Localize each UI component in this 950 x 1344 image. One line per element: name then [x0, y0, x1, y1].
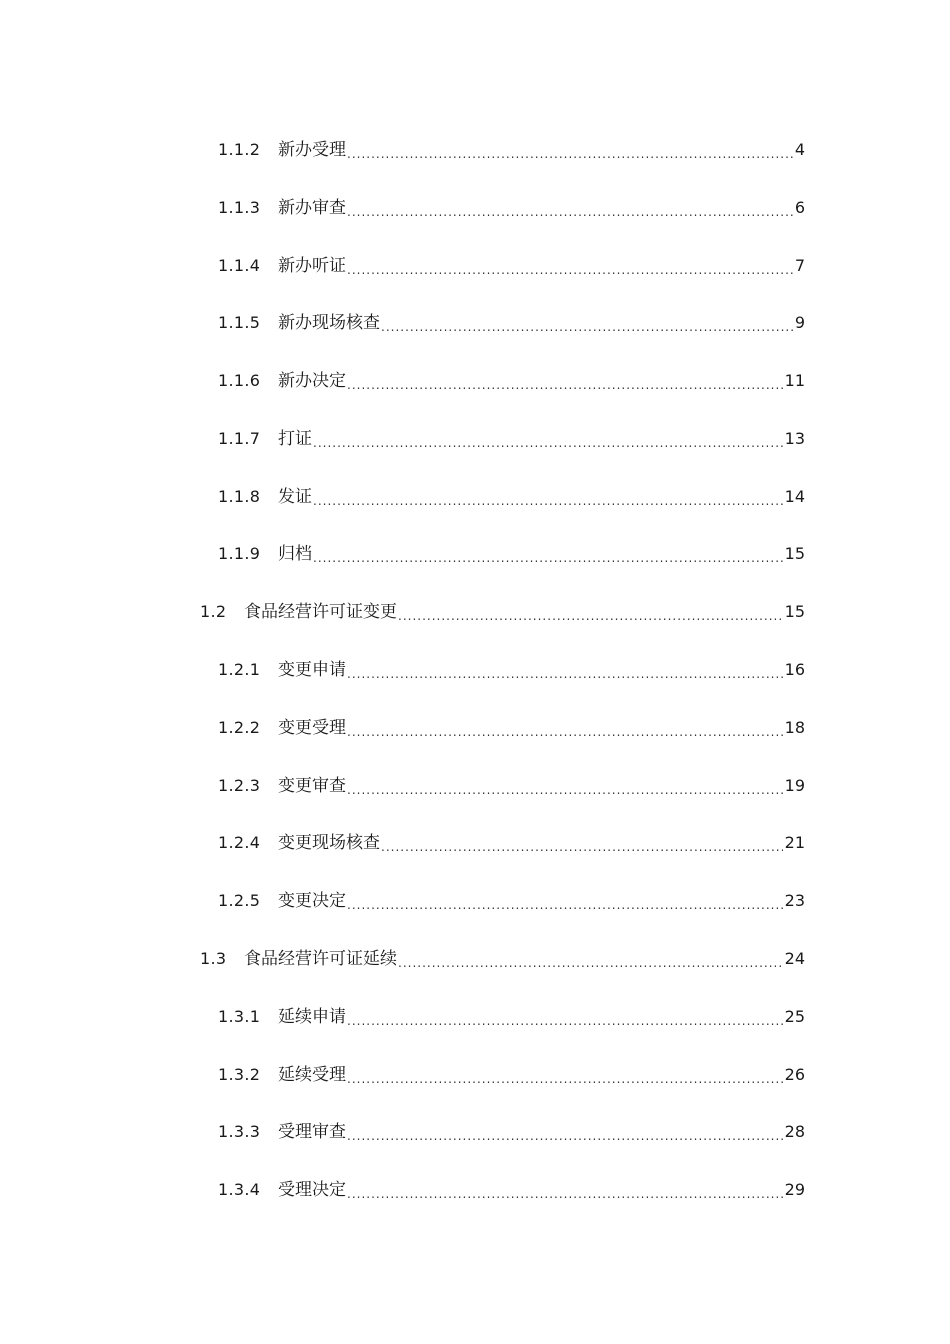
toc-entry[interactable] [218, 196, 805, 220]
toc-entry[interactable] [218, 1005, 805, 1029]
toc-entry[interactable] [218, 1120, 805, 1144]
toc-entry[interactable] [218, 889, 805, 913]
toc-dot-leader [347, 204, 793, 220]
toc-entry-number: 1.3.1 [218, 1007, 261, 1026]
toc-entry-number: 1.1.4 [218, 256, 261, 275]
toc-dot-leader [347, 1186, 783, 1202]
toc-dot-leader [313, 493, 783, 509]
toc-entry[interactable] [218, 427, 805, 451]
toc-entry-number: 1.3.3 [218, 1122, 261, 1141]
toc-entry-number: 1.1.9 [218, 544, 261, 563]
toc-entry-page: 11 [784, 371, 805, 390]
toc-entry-page: 18 [784, 718, 805, 737]
toc-entry-number: 1.2.4 [218, 833, 261, 852]
toc-entry[interactable] [218, 658, 805, 682]
toc-entry-page: 19 [784, 776, 805, 795]
toc-entry-page: 28 [784, 1122, 805, 1141]
toc-entry-title: 变更现场核查 [278, 833, 380, 853]
toc-entry-title: 食品经营许可证变更 [244, 602, 397, 622]
toc-dot-leader [381, 319, 793, 335]
toc-entry[interactable] [218, 1063, 805, 1087]
toc-entry-page: 9 [794, 313, 805, 332]
toc-entry-page: 29 [784, 1180, 805, 1199]
toc-entry[interactable] [218, 542, 805, 566]
toc-entry-number: 1.1.7 [218, 429, 261, 448]
toc-entry-title: 食品经营许可证延续 [244, 949, 397, 969]
toc-entry-number: 1.2.1 [218, 660, 261, 679]
toc-entry-title: 归档 [278, 544, 312, 564]
toc-entry[interactable] [218, 1178, 805, 1202]
toc-dot-leader [347, 782, 783, 798]
toc-dot-leader [347, 1071, 783, 1087]
toc-entry-title: 发证 [278, 487, 312, 507]
toc-dot-leader [347, 262, 793, 278]
toc-dot-leader [347, 724, 783, 740]
toc-entry-number: 1.3.4 [218, 1180, 261, 1199]
toc-entry-number: 1.1.2 [218, 140, 261, 159]
toc-dot-leader [347, 146, 793, 162]
toc-entry-page: 14 [784, 487, 805, 506]
toc-entry-number: 1.3.2 [218, 1065, 261, 1084]
toc-entry-page: 26 [784, 1065, 805, 1084]
toc-entry-title: 新办受理 [278, 140, 346, 160]
toc-entry-title: 新办审查 [278, 198, 346, 218]
toc-entry-page: 7 [794, 256, 805, 275]
toc-entry-title: 受理审查 [278, 1122, 346, 1142]
toc-dot-leader [381, 839, 783, 855]
toc-entry-number: 1.1.3 [218, 198, 261, 217]
toc-entry-title: 受理决定 [278, 1180, 346, 1200]
toc-entry-number: 1.2.2 [218, 718, 261, 737]
toc-entry-number: 1.2 [200, 602, 227, 621]
toc-entry[interactable] [218, 774, 805, 798]
toc-entry-page: 25 [784, 1007, 805, 1026]
toc-entry-page: 15 [784, 602, 805, 621]
toc-entry-page: 13 [784, 429, 805, 448]
toc-entry-title: 变更决定 [278, 891, 346, 911]
toc-entry-title: 变更审查 [278, 776, 346, 796]
toc-entry-title: 新办听证 [278, 256, 346, 276]
toc-dot-leader [347, 897, 783, 913]
toc-entry[interactable] [218, 831, 805, 855]
toc-entry-title: 延续受理 [278, 1065, 346, 1085]
toc-entry[interactable] [218, 311, 805, 335]
toc-entry[interactable] [200, 600, 805, 624]
toc-dot-leader [347, 1128, 783, 1144]
toc-entry-page: 21 [784, 833, 805, 852]
toc-entry-title: 新办决定 [278, 371, 346, 391]
toc-entry-page: 4 [794, 140, 805, 159]
toc-entry-number: 1.1.6 [218, 371, 261, 390]
toc-entry-number: 1.2.3 [218, 776, 261, 795]
toc-entry[interactable] [218, 485, 805, 509]
toc-entry-number: 1.2.5 [218, 891, 261, 910]
toc-dot-leader [347, 666, 783, 682]
toc-entry[interactable] [218, 138, 805, 162]
toc-entry-number: 1.3 [200, 949, 227, 968]
toc-entry[interactable] [218, 254, 805, 278]
toc-dot-leader [313, 435, 783, 451]
toc-entry-title: 延续申请 [278, 1007, 346, 1027]
toc-entry-title: 变更申请 [278, 660, 346, 680]
toc-entry-title: 新办现场核查 [278, 313, 380, 333]
toc-dot-leader [398, 608, 783, 624]
toc-dot-leader [398, 955, 783, 971]
toc-entry-page: 15 [784, 544, 805, 563]
toc-entry[interactable] [218, 716, 805, 740]
toc-dot-leader [313, 550, 783, 566]
toc-entry-number: 1.1.8 [218, 487, 261, 506]
toc-dot-leader [347, 1013, 783, 1029]
toc-entry-title: 变更受理 [278, 718, 346, 738]
toc-entry-number: 1.1.5 [218, 313, 261, 332]
toc-entry[interactable] [218, 369, 805, 393]
toc-entry-page: 16 [784, 660, 805, 679]
toc-entry-page: 6 [794, 198, 805, 217]
toc-entry-page: 23 [784, 891, 805, 910]
toc-entry-title: 打证 [278, 429, 312, 449]
toc-dot-leader [347, 377, 783, 393]
toc-entry-page: 24 [784, 949, 805, 968]
toc-entry[interactable] [200, 947, 805, 971]
